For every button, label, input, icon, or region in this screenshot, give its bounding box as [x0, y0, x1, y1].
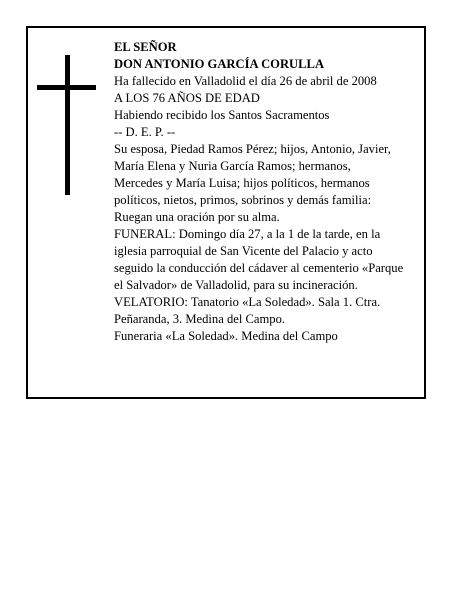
obituary-title-line-1: EL SEÑOR — [114, 40, 177, 54]
sacraments-line: Habiendo recibido los Santos Sacramentos — [114, 108, 330, 122]
funeral-line-2: iglesia parroquial de San Vicente del Palacio y acto — [114, 244, 373, 258]
obituary-name: DON ANTONIO GARCÍA CORULLA — [114, 57, 325, 71]
family-line-4: políticos, nietos, primos, sobrinos y demás familia: — [114, 193, 372, 207]
funeral-home-line: Funeraria «La Soledad». Medina del Campo — [114, 329, 338, 343]
wake-line-2: Peñaranda, 3. Medina del Campo. — [114, 312, 286, 326]
prayer-line: Ruegan una oración por su alma. — [114, 210, 280, 224]
age-line: A LOS 76 AÑOS DE EDAD — [114, 91, 260, 105]
wake-line-1: VELATORIO: Tanatorio «La Soledad». Sala 1. Ctra. — [114, 295, 381, 309]
funeral-line-4: el Salvador» de Valladolid, para su incineración. — [114, 278, 358, 292]
obituary-text — [114, 39, 426, 345]
family-line-3: Mercedes y María Luisa; hijos políticos, hermanos — [114, 176, 370, 190]
death-date-line: Ha fallecido en Valladolid el día 26 de abril de 2008 — [114, 74, 377, 88]
funeral-line-1: FUNERAL: Domingo día 27, a la 1 de la tarde, en la — [114, 227, 381, 241]
family-line-2: María Elena y Nuria García Ramos; hermanos, — [114, 159, 351, 173]
funeral-line-3: seguido la conducción del cádaver al cementerio «Parque — [114, 261, 404, 275]
rip-line: -- D. E. P. -- — [114, 125, 176, 139]
family-line-1: Su esposa, Piedad Ramos Pérez; hijos, Antonio, Javier, — [114, 142, 391, 156]
